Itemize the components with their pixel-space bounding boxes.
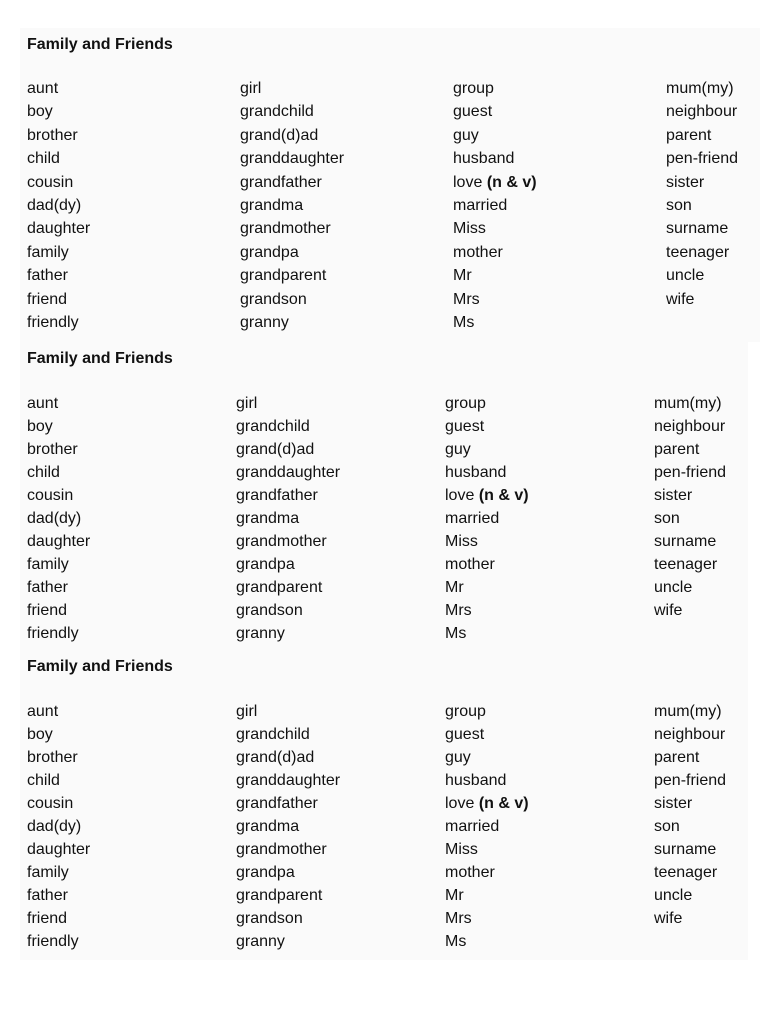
word-text: mum(my) [666, 80, 734, 97]
word-text: mum(my) [654, 703, 722, 720]
word-item [240, 194, 453, 217]
word-column [654, 700, 754, 953]
word-item [27, 769, 236, 792]
word-text: child [27, 464, 60, 481]
word-text: pen-friend [654, 464, 727, 481]
word-text: friendly [27, 314, 79, 332]
word-item [654, 392, 754, 415]
word-item [445, 884, 654, 907]
word-text: mother [453, 243, 503, 261]
word-item [236, 815, 445, 838]
word-text: cousin [27, 173, 74, 191]
word-text: granny [240, 314, 289, 332]
word-item [445, 415, 654, 438]
word-item [27, 507, 236, 530]
word-text: group [445, 703, 486, 720]
word-text: wife [666, 290, 695, 308]
word-item [27, 194, 240, 217]
word-text: married [453, 197, 508, 215]
word-text: grandfather [236, 487, 318, 504]
word-column [240, 77, 453, 334]
word-text: uncle [654, 579, 693, 596]
word-item [654, 438, 754, 461]
word-text: brother [27, 749, 78, 766]
word-text: parent [654, 441, 700, 458]
word-item [236, 792, 445, 815]
word-item [654, 530, 754, 553]
word-item [453, 147, 666, 170]
word-item [27, 124, 240, 147]
word-item [27, 264, 240, 287]
word-text: granddaughter [236, 772, 341, 789]
word-item [445, 746, 654, 769]
word-columns [27, 77, 766, 334]
word-item [27, 792, 236, 815]
word-list-block [20, 28, 760, 342]
word-text: family [27, 864, 69, 881]
word-item [654, 553, 754, 576]
word-item [654, 861, 754, 884]
word-text: grandma [236, 818, 300, 835]
word-item [27, 622, 236, 645]
word-item [445, 622, 654, 645]
word-text: grandma [236, 510, 300, 527]
word-text: wife [654, 602, 683, 619]
word-text: brother [27, 126, 78, 144]
word-item [453, 194, 666, 217]
word-item [27, 484, 236, 507]
word-text: girl [236, 395, 258, 412]
word-text: father [27, 579, 68, 596]
word-column [445, 700, 654, 953]
word-text: child [27, 150, 60, 168]
word-text: wife [654, 910, 683, 927]
word-item [240, 171, 453, 194]
word-text: surname [666, 220, 729, 238]
word-item [240, 264, 453, 287]
word-item [27, 392, 236, 415]
word-item [445, 907, 654, 930]
word-text: family [27, 556, 69, 573]
word-text: daughter [27, 841, 91, 858]
word-item [453, 124, 666, 147]
word-item [27, 530, 236, 553]
word-item [236, 599, 445, 622]
block-title: Family and Friends [27, 658, 173, 675]
word-item [654, 838, 754, 861]
word-column [236, 392, 445, 645]
word-item [236, 700, 445, 723]
word-part-of-speech: (n & v) [478, 795, 529, 812]
word-text: mother [445, 556, 495, 573]
word-text: Mr [453, 267, 472, 285]
word-text: Mr [445, 887, 464, 904]
word-item [27, 838, 236, 861]
word-item [240, 288, 453, 311]
word-text: granddaughter [236, 464, 341, 481]
word-item [236, 622, 445, 645]
word-text: parent [654, 749, 700, 766]
word-item [27, 746, 236, 769]
word-text: Ms [453, 314, 475, 332]
word-text: love [445, 487, 475, 504]
word-item [654, 700, 754, 723]
word-item [654, 907, 754, 930]
word-item [445, 438, 654, 461]
word-text: grand(d)ad [240, 126, 319, 144]
word-item [27, 930, 236, 953]
word-text: Mrs [445, 910, 472, 927]
word-item [27, 241, 240, 264]
word-item [27, 461, 236, 484]
word-item [453, 217, 666, 240]
word-text: friend [27, 910, 68, 927]
word-item [445, 838, 654, 861]
word-text: love [445, 795, 475, 812]
word-item [236, 769, 445, 792]
word-item [666, 77, 766, 100]
word-text: married [445, 818, 500, 835]
word-text: guest [453, 103, 493, 121]
word-item [240, 241, 453, 264]
word-text: grandchild [236, 418, 310, 435]
word-text: neighbour [654, 726, 726, 743]
word-item [27, 907, 236, 930]
word-text: dad(dy) [27, 510, 82, 527]
word-text: girl [240, 80, 262, 97]
word-text: Miss [445, 533, 478, 550]
word-item [27, 884, 236, 907]
word-item [236, 576, 445, 599]
word-text: Mr [445, 579, 464, 596]
word-text: neighbour [666, 103, 738, 121]
word-text: group [445, 395, 486, 412]
word-item [445, 576, 654, 599]
word-text: aunt [27, 703, 59, 720]
word-item [666, 264, 766, 287]
word-text: Miss [453, 220, 486, 238]
word-text: cousin [27, 487, 74, 504]
word-text: sister [654, 795, 693, 812]
word-column [445, 392, 654, 645]
word-column [453, 77, 666, 334]
word-text: son [666, 197, 692, 215]
word-item [236, 438, 445, 461]
word-item [27, 815, 236, 838]
word-item [654, 792, 754, 815]
word-text: granddaughter [240, 150, 345, 168]
word-item [236, 461, 445, 484]
word-text: Ms [445, 933, 467, 950]
word-text: son [654, 818, 680, 835]
word-item [27, 861, 236, 884]
word-text: grandfather [240, 173, 322, 191]
word-item [666, 288, 766, 311]
word-item [236, 907, 445, 930]
word-text: dad(dy) [27, 818, 82, 835]
word-item [654, 884, 754, 907]
word-text: family [27, 243, 69, 261]
word-text: grandpa [236, 864, 295, 881]
word-text: teenager [654, 864, 718, 881]
word-list-block [20, 650, 748, 960]
word-column [666, 77, 766, 334]
word-text: aunt [27, 395, 59, 412]
word-item [654, 507, 754, 530]
word-text: aunt [27, 80, 59, 97]
word-text: grandmother [240, 220, 331, 238]
word-item [236, 415, 445, 438]
word-item [453, 264, 666, 287]
word-item [654, 576, 754, 599]
word-text: grandchild [236, 726, 310, 743]
word-item [666, 217, 766, 240]
word-item [453, 77, 666, 100]
word-item [236, 861, 445, 884]
word-text: teenager [654, 556, 718, 573]
word-text: guest [445, 726, 485, 743]
word-text: son [654, 510, 680, 527]
word-text: friend [27, 290, 68, 308]
word-text: surname [654, 533, 717, 550]
word-text: husband [445, 772, 507, 789]
word-item [27, 415, 236, 438]
word-item [27, 217, 240, 240]
word-text: friendly [27, 933, 79, 950]
word-item [445, 392, 654, 415]
word-text: father [27, 887, 68, 904]
word-text: cousin [27, 795, 74, 812]
word-item [27, 77, 240, 100]
word-text: grandmother [236, 533, 327, 550]
word-text: grandmother [236, 841, 327, 858]
word-item [240, 77, 453, 100]
word-item [236, 530, 445, 553]
word-text: granny [236, 933, 285, 950]
word-text: married [445, 510, 500, 527]
word-item [445, 930, 654, 953]
word-item [236, 507, 445, 530]
word-item [445, 700, 654, 723]
word-text: guy [445, 749, 471, 766]
word-text: daughter [27, 533, 91, 550]
word-text: husband [445, 464, 507, 481]
word-column [654, 392, 754, 645]
word-text: guest [445, 418, 485, 435]
word-item [666, 124, 766, 147]
word-text: pen-friend [654, 772, 727, 789]
word-item [27, 147, 240, 170]
word-item [240, 124, 453, 147]
word-text: Ms [445, 625, 467, 642]
word-item [236, 746, 445, 769]
word-part-of-speech: (n & v) [486, 173, 537, 191]
word-text: boy [27, 726, 53, 743]
word-text: group [453, 80, 494, 97]
word-item [654, 723, 754, 746]
word-text: grandparent [240, 267, 327, 285]
word-text: child [27, 772, 60, 789]
word-text: uncle [654, 887, 693, 904]
word-text: uncle [666, 267, 705, 285]
word-text: guy [453, 126, 479, 144]
word-text: sister [654, 487, 693, 504]
word-item [654, 484, 754, 507]
word-text: grand(d)ad [236, 749, 315, 766]
word-text: grandpa [240, 243, 299, 261]
word-text: grandparent [236, 887, 323, 904]
word-text: grandson [236, 910, 303, 927]
word-item [27, 723, 236, 746]
word-text: teenager [666, 243, 730, 261]
word-text: Mrs [445, 602, 472, 619]
word-text: brother [27, 441, 78, 458]
word-item [445, 861, 654, 884]
word-text: mother [445, 864, 495, 881]
word-item [453, 100, 666, 123]
word-text: surname [654, 841, 717, 858]
word-text: friend [27, 602, 68, 619]
word-item [654, 746, 754, 769]
word-text: boy [27, 418, 53, 435]
word-item [27, 311, 240, 334]
word-text: granny [236, 625, 285, 642]
word-item [236, 723, 445, 746]
word-columns [27, 700, 754, 953]
word-item [445, 815, 654, 838]
word-item [445, 530, 654, 553]
word-item [27, 553, 236, 576]
word-item [445, 792, 654, 815]
word-text: parent [666, 126, 712, 144]
word-item [236, 392, 445, 415]
word-text: mum(my) [654, 395, 722, 412]
word-column [27, 700, 236, 953]
word-item [654, 599, 754, 622]
word-item [27, 599, 236, 622]
word-item [654, 415, 754, 438]
word-text: grandchild [240, 103, 314, 121]
word-item [666, 147, 766, 170]
word-text: Mrs [453, 290, 480, 308]
word-item [445, 507, 654, 530]
word-columns [27, 392, 754, 645]
word-text: grandparent [236, 579, 323, 596]
word-text: girl [236, 703, 258, 720]
word-item [236, 484, 445, 507]
word-text: dad(dy) [27, 197, 82, 215]
word-item [240, 311, 453, 334]
word-item [236, 930, 445, 953]
word-text: daughter [27, 220, 91, 238]
word-item [445, 461, 654, 484]
word-column [27, 392, 236, 645]
word-item [240, 147, 453, 170]
word-item [445, 723, 654, 746]
word-item [240, 217, 453, 240]
word-part-of-speech: (n & v) [478, 487, 529, 504]
word-item [27, 700, 236, 723]
word-item [236, 838, 445, 861]
word-item [666, 100, 766, 123]
word-column [236, 700, 445, 953]
block-title: Family and Friends [27, 350, 173, 367]
word-item [27, 288, 240, 311]
word-item [666, 194, 766, 217]
word-item [453, 288, 666, 311]
word-column [27, 77, 240, 334]
word-item [453, 241, 666, 264]
word-item [445, 553, 654, 576]
word-item [654, 461, 754, 484]
word-item [666, 241, 766, 264]
word-item [445, 484, 654, 507]
block-title: Family and Friends [27, 36, 173, 53]
word-item [236, 884, 445, 907]
word-item [27, 171, 240, 194]
word-text: Miss [445, 841, 478, 858]
word-text: boy [27, 103, 53, 121]
word-text: husband [453, 150, 515, 168]
word-text: grand(d)ad [236, 441, 315, 458]
word-text: grandson [240, 290, 307, 308]
word-text: neighbour [654, 418, 726, 435]
word-text: grandfather [236, 795, 318, 812]
word-item [240, 100, 453, 123]
word-item [654, 769, 754, 792]
word-text: grandma [240, 197, 304, 215]
word-text: friendly [27, 625, 79, 642]
word-item [445, 769, 654, 792]
word-item [236, 553, 445, 576]
word-text: love [453, 173, 483, 191]
word-text: pen-friend [666, 150, 739, 168]
word-list-block [20, 342, 748, 650]
word-item [654, 815, 754, 838]
word-text: grandpa [236, 556, 295, 573]
word-text: father [27, 267, 68, 285]
word-text: guy [445, 441, 471, 458]
word-item [453, 171, 666, 194]
word-item [445, 599, 654, 622]
word-item [27, 576, 236, 599]
word-item [27, 100, 240, 123]
word-text: sister [666, 173, 705, 191]
word-text: grandson [236, 602, 303, 619]
word-item [453, 311, 666, 334]
word-item [27, 438, 236, 461]
word-item [666, 171, 766, 194]
